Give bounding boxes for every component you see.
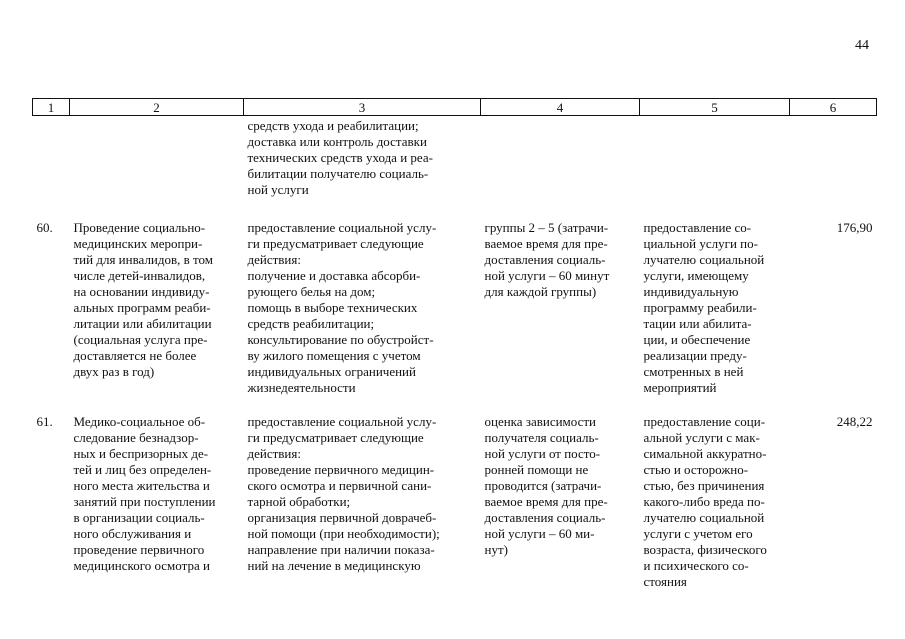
service-conditions-cell (640, 218, 790, 412)
text-line: проведение первичного медицин- (247, 462, 435, 477)
text-line: симальной аккуратно- (643, 446, 767, 461)
text-line: ного места жительства и (73, 478, 210, 493)
text-line: и психического со- (643, 558, 749, 573)
services-table (32, 98, 877, 590)
text-line: ных и беспризорных де- (73, 446, 209, 461)
text-line: помощь в выборе технических (247, 300, 418, 315)
text-line: стью и осторожно- (643, 462, 749, 477)
text-line: числе детей-инвалидов, (73, 268, 206, 283)
continuation-description-cell (244, 116, 481, 219)
text-line: альной услуги с мак- (643, 430, 760, 445)
text-line: тации или абилита- (643, 316, 752, 331)
continuation-price-cell (790, 116, 877, 219)
header-cell-6: 6 (790, 99, 877, 116)
text-line: альных программ реаби- (73, 300, 211, 315)
header-cell-3: 3 (244, 99, 481, 116)
service-name-cell (70, 412, 244, 590)
text-line: ной услуги от посто- (484, 446, 601, 461)
text-line: направление при наличии показа- (247, 542, 435, 557)
text-line: рующего белья на дом; (247, 284, 376, 299)
text-line: нут) (484, 542, 508, 557)
text-line: доставка или контроль доставки (247, 134, 427, 149)
text-line: проводится (затрачи- (484, 478, 602, 493)
text-line: жизнедеятельности (247, 380, 356, 395)
service-price-cell: 176,90 (836, 220, 873, 235)
text-line: Медико-социальное об- (73, 414, 206, 429)
text-line: ной услуги – 60 ми- (484, 526, 595, 541)
text-line: ний на лечение в медицинскую (247, 558, 421, 573)
text-line: консультирование по обустройст- (247, 332, 434, 347)
text-line: получателя социаль- (484, 430, 599, 445)
text-line: доставления социаль- (484, 510, 606, 525)
service-description-cell (244, 218, 481, 412)
text-line: стояния (643, 574, 687, 589)
text-line: медицинских меропри- (73, 236, 203, 251)
text-line: лучателю социальной (643, 252, 765, 267)
continuation-num-cell (33, 116, 70, 219)
text-line: индивидуальную (643, 284, 739, 299)
text-line: доставления социаль- (484, 252, 606, 267)
continuation-time-cell (481, 116, 640, 219)
service-time-cell (481, 412, 640, 590)
text-line: (социальная услуга пре- (73, 332, 208, 347)
text-line: предоставление социальной услу- (247, 220, 437, 235)
text-line: занятий при поступлении (73, 494, 216, 509)
header-cell-2: 2 (70, 99, 244, 116)
text-line: услуги с учетом его (643, 526, 753, 541)
service-conditions-cell (640, 412, 790, 590)
header-cell-1: 1 (33, 99, 70, 116)
text-line: тий для инвалидов, в том (73, 252, 214, 267)
text-line: для каждой группы) (484, 284, 597, 299)
text-line: ного обслуживания и (73, 526, 192, 541)
text-line: действия: (247, 446, 301, 461)
text-line: ной помощи (при необходимости); (247, 526, 440, 541)
service-description-cell (244, 412, 481, 590)
text-line: Проведение социально- (73, 220, 206, 235)
text-line: ского осмотра и первичной сани- (247, 478, 432, 493)
text-line: программу реабили- (643, 300, 757, 315)
text-line: действия: (247, 252, 301, 267)
text-line: билитации получателю социаль- (247, 166, 429, 181)
continuation-conditions-cell (640, 116, 790, 219)
row-number: 61. (36, 414, 53, 429)
text-line: группы 2 – 5 (затрачи- (484, 220, 609, 235)
text-line: лучателю социальной (643, 510, 765, 525)
text-line: ции, и обеспечение (643, 332, 751, 347)
text-line: какого-либо вреда по- (643, 494, 765, 509)
text-line: ной услуги (247, 182, 309, 197)
text-line: ги предусматривает следующие (247, 236, 424, 251)
text-line: ву жилого помещения с учетом (247, 348, 421, 363)
text-line: технических средств ухода и реа- (247, 150, 433, 165)
text-line: тарной обработки; (247, 494, 351, 509)
continuation-name-cell (70, 116, 244, 219)
page-number: 44 (855, 38, 869, 53)
text-line: организация первичной доврачеб- (247, 510, 437, 525)
text-line: ги предусматривает следующие (247, 430, 424, 445)
header-cell-5: 5 (640, 99, 790, 116)
service-price-cell: 248,22 (836, 414, 873, 429)
text-line: доставляется не более (73, 348, 197, 363)
text-line: смотренных в ней (643, 364, 744, 379)
header-cell-4: 4 (481, 99, 640, 116)
text-line: индивидуальных ограничений (247, 364, 416, 379)
service-name-cell (70, 218, 244, 412)
text-line: получение и доставка абсорби- (247, 268, 421, 283)
text-line: средств ухода и реабилитации; (247, 118, 419, 133)
text-line: предоставление соци- (643, 414, 766, 429)
text-line: на основании индивиду- (73, 284, 210, 299)
text-line: следование безнадзор- (73, 430, 199, 445)
text-line: литации или абилитации (73, 316, 212, 331)
text-line: предоставление социальной услу- (247, 414, 437, 429)
text-line: средств реабилитации; (247, 316, 375, 331)
text-line: в организации социаль- (73, 510, 205, 525)
text-line: реализации преду- (643, 348, 747, 363)
text-line: ваемое время для пре- (484, 494, 608, 509)
text-line: услуги, имеющему (643, 268, 749, 283)
text-line: возраста, физического (643, 542, 767, 557)
continuation-row (33, 116, 877, 219)
text-line: предоставление со- (643, 220, 752, 235)
service-time-cell (481, 218, 640, 412)
text-line: мероприятий (643, 380, 717, 395)
text-line: стью, без причинения (643, 478, 765, 493)
text-line: циальной услуги по- (643, 236, 758, 251)
text-line: медицинского осмотра и (73, 558, 210, 573)
text-line: тей и лиц без определен- (73, 462, 212, 477)
row-number: 60. (36, 220, 53, 235)
text-line: ваемое время для пре- (484, 236, 608, 251)
text-line: двух раз в год) (73, 364, 155, 379)
text-line: оценка зависимости (484, 414, 597, 429)
text-line: ронней помощи не (484, 462, 589, 477)
table-row (33, 412, 877, 590)
table-header-row (33, 99, 877, 116)
table-row (33, 218, 877, 412)
text-line: ной услуги – 60 минут (484, 268, 610, 283)
text-line: проведение первичного (73, 542, 205, 557)
